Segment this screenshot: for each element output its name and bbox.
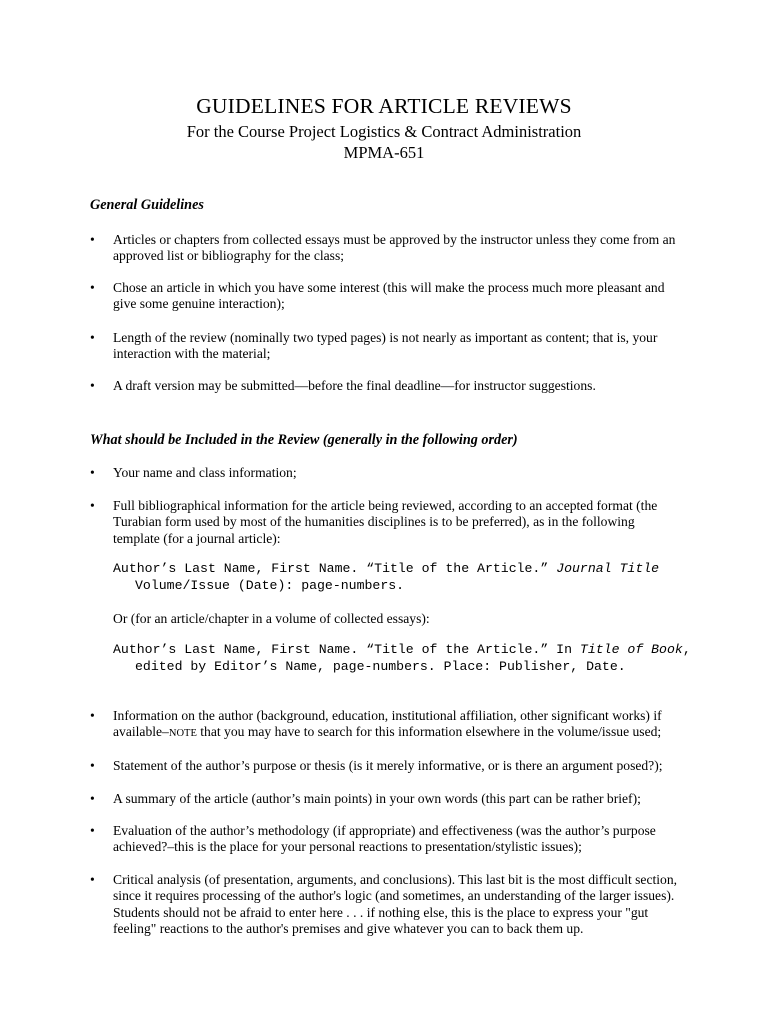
bullet-icon: • [90,708,95,723]
author-info-text: Information on the author (background, education, institutional affiliation, other significant works) if available– [113,708,662,740]
course-name: For the Course Project Logistics & Contract Administration [186,122,582,141]
or-paragraph: Or (for an article/chapter in a volume of collected essays): [113,611,430,626]
book-citation-template [113,642,715,676]
list-item-text: Evaluation of the author’s methodology (if appropriate) and effectiveness (was the author’s purpose achieved?–this is the place for your personal reactions to presentation/stylistic issues); [113,823,656,855]
list-item-text: Statement of the author’s purpose or thesis (is it merely informative, or is there an argument posed?); [113,758,663,773]
bullet-icon: • [90,280,95,295]
bullet-icon: • [90,758,95,773]
bullet-icon: • [90,791,95,806]
template-italic: Title of Book [579,642,683,657]
list-item-text: A draft version may be submitted—before the final deadline—for instructor suggestions. [113,378,596,393]
list-item-text [113,708,680,743]
journal-citation-template [113,561,715,595]
bullet-icon: • [90,465,95,480]
document-subtitle [0,121,768,163]
bullet-icon: • [90,378,95,393]
list-item-text: Critical analysis (of presentation, arguments, and conclusions). This last bit is the most difficult section, since it requires processing of the author's logic (and sometimes, an understanding of the larger issues). Students should not be afraid to enter here . . . if nothing else, this is the place to express your "gut feeling" reactions to the author's premises and give whatever you can to back them up. [113,872,678,937]
template-suffix: , edited by Editor’s Name, page-numbers. Place: Publisher, Date. [135,642,691,674]
course-code: MPMA-651 [343,143,425,162]
author-info-text-end: that you may have to search for this information elsewhere in the volume/issue used; [196,724,662,740]
list-item-text: Full bibliographical information for the article being reviewed, according to an accepted format (the Turabian form used by most of the humanities disciplines is to be preferred), as in the following template (for a journal article): [113,498,658,546]
bullet-icon: • [90,823,95,838]
list-item-text: A summary of the article (author’s main points) in your own words (this part can be rather brief); [113,791,641,806]
bullet-icon: • [90,330,95,345]
general-guidelines-heading: General Guidelines [90,197,204,213]
list-item-text: Your name and class information; [113,465,297,480]
template-prefix: Author’s Last Name, First Name. “Title of the Article.” In [113,642,580,657]
template-prefix: Author’s Last Name, First Name. “Title of the Article.” [113,561,557,576]
list-item-text: Articles or chapters from collected essays must be approved by the instructor unless they come from an approved list or bibliography for the class; [113,232,676,264]
bullet-icon: • [90,232,95,247]
template-suffix: Volume/Issue (Date): page-numbers. [135,577,405,593]
bullet-icon: • [90,872,95,887]
document-title: GUIDELINES FOR ARTICLE REVIEWS [196,94,572,118]
list-item-text: Length of the review (nominally two typed pages) is not nearly as important as content; that is, your interaction with the material; [113,330,658,362]
template-italic: Journal Title [556,561,660,576]
list-item-text: Chose an article in which you have some interest (this will make the process much more pleasant and give some genuine interaction); [113,280,665,312]
note-label: NOTE [168,728,197,740]
included-heading: What should be Included in the Review (generally in the following order) [90,432,518,448]
bullet-icon: • [90,498,95,513]
